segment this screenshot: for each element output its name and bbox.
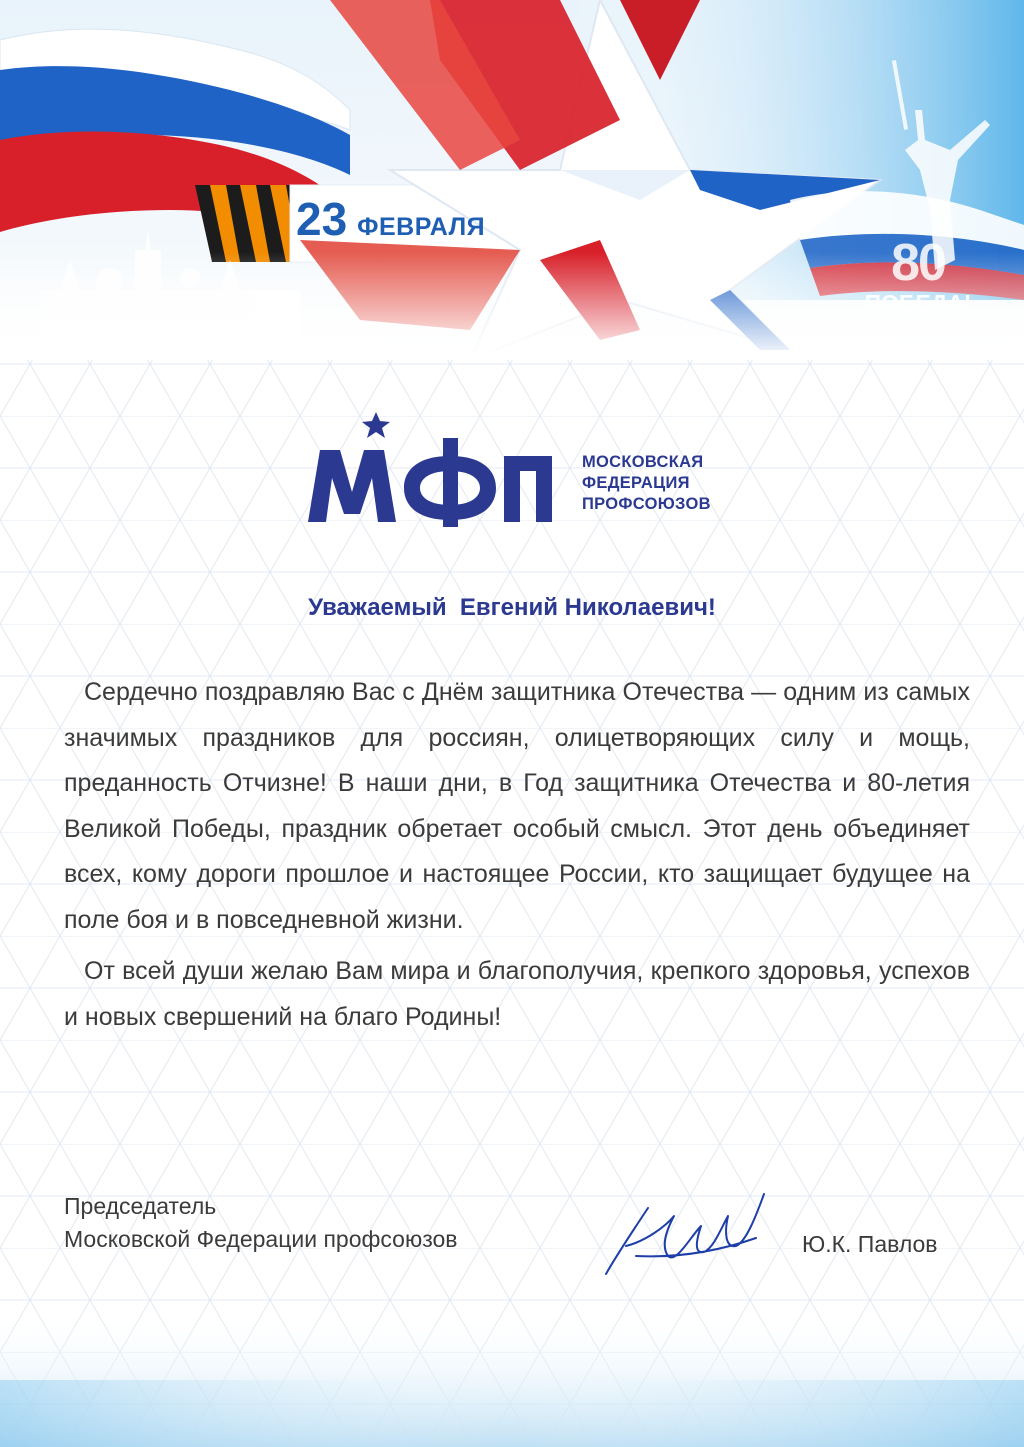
mfp-logo (300, 408, 760, 528)
logo-line-3: ПРОФСОЮЗОВ (582, 495, 711, 513)
signatory-title-line-2: Московской Федерации профсоюзов (64, 1226, 458, 1252)
signatory-title (64, 1190, 624, 1256)
letter-greeting: Уважаемый Евгений Николаевич! (308, 594, 716, 621)
date-day: 23 (296, 193, 348, 245)
handwritten-signature (596, 1186, 776, 1282)
logo-line-1: МОСКОВСКАЯ (582, 453, 704, 471)
signatory-title-line-1: Председатель (64, 1193, 217, 1219)
letter-paragraph-2: От всей души желаю Вам мира и благополучия, крепкого здоровья, успехов и новых свершений на благо Родины! (64, 957, 970, 1031)
footer-decoration (0, 1310, 1024, 1447)
date-month: ФЕВРАЛЯ (357, 213, 486, 241)
mfp-logo-text (582, 452, 762, 515)
letter-paragraph-1: Сердечно поздравляю Вас с Днём защитника Отечества — одним из самых значимых праздников для россиян, олицетворяющих силу и мощь, преданность Отчизне! В наши дни, в Год защитника Отечества и 80-летия Великой Победы, праздник обретает особый смысл. Этот день объединяет всех, кому дороги прошлое и настоящее России, кто защищает будущее на поле боя и в повседневной жизни. (64, 678, 970, 934)
letter-body (64, 670, 970, 1046)
victory-80-badge (858, 236, 978, 336)
badge-number: 80 (891, 234, 945, 292)
logo-line-2: ФЕДЕРАЦИЯ (582, 474, 690, 492)
signatory-name: Ю.К. Павлов (802, 1231, 938, 1257)
holiday-date (296, 192, 546, 264)
mfp-logo-mark (304, 412, 554, 527)
badge-word: ПОБЕДА! (864, 290, 972, 316)
